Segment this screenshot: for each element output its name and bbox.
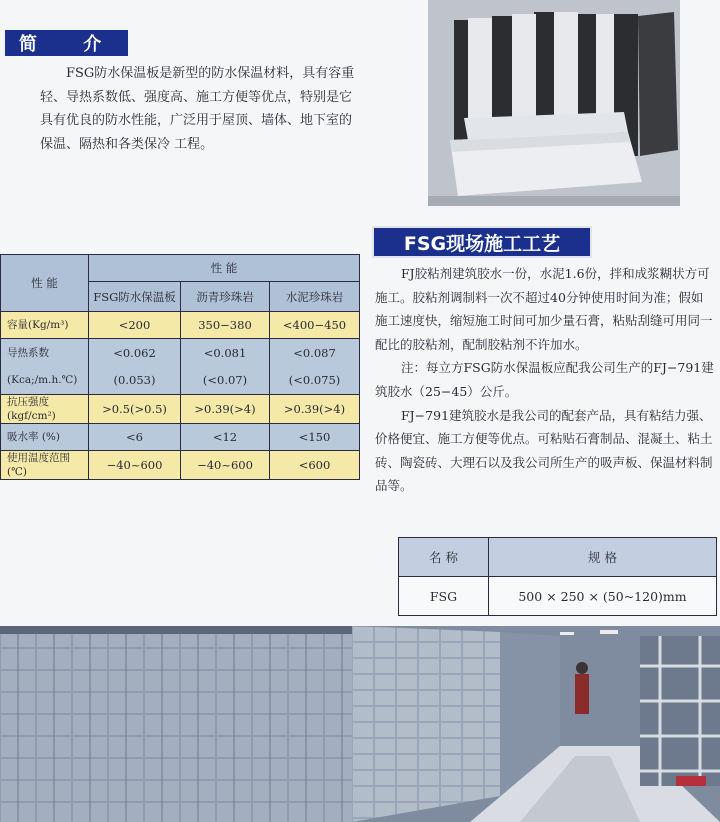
table-cell: 350−380 bbox=[181, 312, 270, 339]
table-row bbox=[1, 367, 360, 395]
row-label: 吸水率 (%) bbox=[1, 424, 89, 451]
table-cell: >0.39(>4) bbox=[270, 395, 360, 424]
row-label: 容量(Kg/m³) bbox=[1, 312, 89, 339]
table-cell: (<0.075) bbox=[270, 367, 360, 395]
property-table bbox=[0, 254, 360, 480]
table-cell: <150 bbox=[270, 424, 360, 451]
column-header: FSG防水保温板 bbox=[89, 282, 181, 312]
column-header: 沥青珍珠岩 bbox=[181, 282, 270, 312]
construction-note: 注：每立方FSG防水保温板应配我公司生产的FJ−791建筑胶水（25−45）公斤。 bbox=[375, 360, 714, 399]
table-row bbox=[1, 451, 360, 480]
construction-paragraph: FJ胶粘剂建筑胶水一份，水泥1.6份，拌和成浆糊状方可施工。胶粘剂调制料一次不超过40分钟使用时间为准；假如施工速度快，缩短施工时间可加少量石膏，粘贴刮缝可用同一配比的胶粘剂，配制胶粘剂不许加水。 bbox=[375, 266, 713, 352]
factory-stacks-illustration bbox=[0, 626, 720, 822]
table-cell: >0.5(>0.5) bbox=[89, 395, 181, 424]
table-cell: <600 bbox=[270, 451, 360, 480]
spec-name-cell: FSG bbox=[399, 577, 489, 616]
property-corner-label: 性 能 bbox=[1, 255, 89, 312]
row-label: 抗压强度(kgf/cm²) bbox=[1, 395, 89, 424]
intro-heading: 简 介 bbox=[5, 30, 128, 56]
column-header: 水泥珍珠岩 bbox=[270, 282, 360, 312]
table-cell: <400−450 bbox=[270, 312, 360, 339]
row-label: (Kca;/m.h.℃) bbox=[1, 367, 89, 395]
row-label: 使用温度范围(℃) bbox=[1, 451, 89, 480]
table-cell: <0.087 bbox=[270, 339, 360, 367]
table-cell: >0.39(>4) bbox=[181, 395, 270, 424]
insulation-boards-photo bbox=[428, 0, 680, 206]
table-cell: <6 bbox=[89, 424, 181, 451]
table-row bbox=[1, 312, 360, 339]
table-cell: <200 bbox=[89, 312, 181, 339]
spec-table bbox=[398, 537, 717, 616]
table-cell: <12 bbox=[181, 424, 270, 451]
table-cell: <0.081 bbox=[181, 339, 270, 367]
construction-paragraph: FJ−791建筑胶水是我公司的配套产品，具有粘结力强、价格便宜、施工方便等优点。可粘贴石膏制品、混凝土、粘土砖、陶瓷砖、大理石以及我公司所生产的吸声板、保温材料制品等。 bbox=[375, 407, 713, 494]
spec-header-name: 名 称 bbox=[399, 538, 489, 577]
insulation-boards-illustration bbox=[428, 0, 680, 206]
table-cell: −40~600 bbox=[181, 451, 270, 480]
spec-header-spec: 规 格 bbox=[489, 538, 717, 577]
construction-heading: FSG现场施工工艺 bbox=[372, 226, 592, 258]
table-row bbox=[1, 339, 360, 367]
construction-text bbox=[375, 262, 715, 498]
row-label: 导热系数 bbox=[1, 339, 89, 367]
intro-text: FSG防水保温板是新型的防水保温材料，具有容重轻、导热系数低、强度高、施工方便等优点，特别是它具有优良的防水性能，广泛用于屋顶、墙体、地下室的保温、隔热和各类保冷 工程。 bbox=[40, 66, 355, 152]
table-cell: (0.053) bbox=[89, 367, 181, 395]
table-row bbox=[1, 395, 360, 424]
factory-photo bbox=[0, 626, 720, 822]
table-cell: (<0.07) bbox=[181, 367, 270, 395]
table-row bbox=[1, 424, 360, 451]
spec-size-cell: 500 × 250 × (50~120)mm bbox=[489, 577, 717, 616]
table-cell: −40~600 bbox=[89, 451, 181, 480]
property-group-header: 性 能 bbox=[89, 255, 360, 282]
intro-paragraph bbox=[40, 62, 364, 156]
table-cell: <0.062 bbox=[89, 339, 181, 367]
table-row bbox=[399, 577, 717, 616]
